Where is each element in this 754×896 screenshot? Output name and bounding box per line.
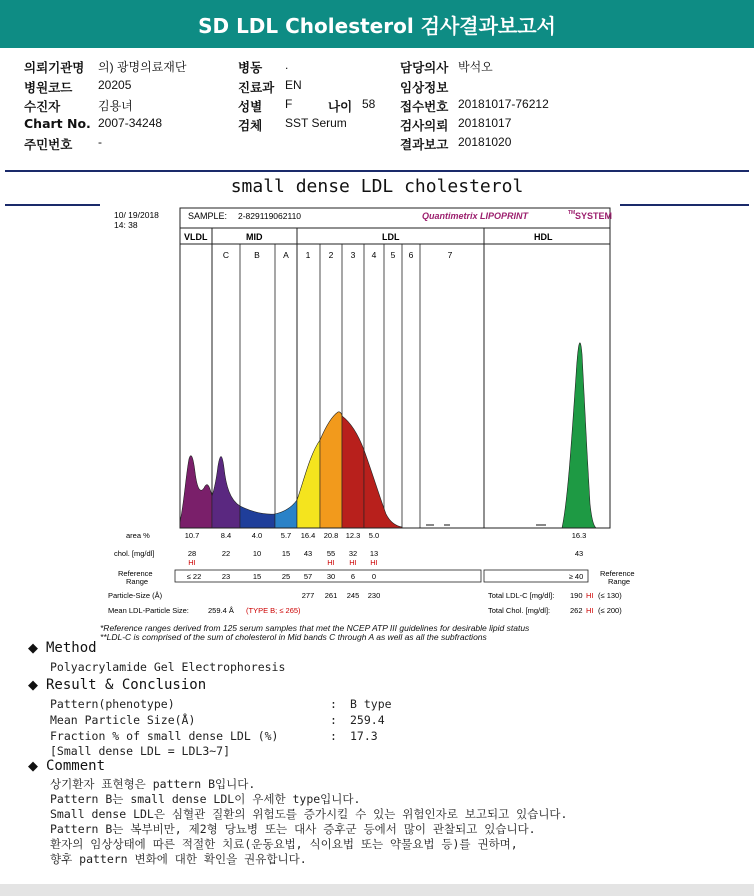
result-heading: ◆ Result & Conclusion [28, 677, 207, 693]
panel-date: 10/ 19/2018 [114, 210, 159, 220]
group-mid: MID [246, 232, 263, 242]
result-value: B type [350, 697, 392, 711]
lipoprint-figure [100, 204, 635, 624]
footer-bar [0, 884, 754, 896]
band-label: 1 [305, 250, 311, 260]
reference-note: **LDL-C is comprised of the sum of cholesterol in Mid bands C through A as well as all the subfractions [100, 632, 487, 642]
reference-note: *Reference ranges derived from 125 serum samples that met the NCEP ATP III guidelines for desirable lipid status [100, 623, 530, 633]
info-label: 결과보고 [400, 137, 449, 152]
info-value: 20181017 [458, 116, 512, 130]
comment-line: Pattern B는 복부비만, 제2형 당뇨병 또는 대사 증후군 등에서 많이 관찰되고 있습니다. [50, 822, 536, 836]
hi-flag: HI [370, 558, 378, 567]
group-vldl: VLDL [184, 232, 208, 242]
size-row-label: Particle-Size (Å) [108, 591, 163, 600]
total-chol-ref: (≤ 200) [598, 606, 622, 615]
divider [5, 170, 749, 172]
mean-size-label: Mean LDL-Particle Size: [108, 606, 189, 615]
total-ldl-label: Total LDL-C [mg/dl]: [488, 591, 555, 600]
band-label: 4 [371, 250, 377, 260]
lipoprint-panel [100, 204, 635, 624]
area-value: 16.3 [571, 531, 587, 540]
total-chol-flag: HI [586, 606, 594, 615]
band-label: 5 [390, 250, 396, 260]
info-value: - [98, 135, 102, 149]
chol-value: 13 [369, 549, 379, 558]
info-row: 수진자 [24, 99, 61, 114]
result-note: [Small dense LDL = LDL3~7] [50, 744, 231, 758]
total-chol-label: Total Chol. [mg/dl]: [488, 606, 551, 615]
mean-size-type: (TYPE B; ≤ 265) [246, 606, 301, 615]
hi-flag: HI [327, 558, 335, 567]
diamond-bullet-icon: ◆ [28, 759, 38, 774]
particle-size: 230 [367, 591, 381, 600]
chol-value: 43 [303, 549, 313, 558]
band-label: 6 [408, 250, 414, 260]
chol-row-label: chol. [mg/dl] [114, 549, 155, 558]
result-label: Mean Particle Size(Å) [50, 713, 196, 727]
comment-line: 상기환자 표현형은 pattern B입니다. [50, 777, 256, 791]
info-label: 성별 [238, 99, 263, 114]
comment-line: Small dense LDL은 심혈관 질환의 위험도를 증가시킬 수 있는 위험인자로 보고되고 있습니다. [50, 807, 568, 821]
reference-value: 6 [350, 572, 356, 581]
sample-id: 2-829119062110 [238, 211, 302, 221]
band-label: A [283, 250, 289, 260]
report-title: SD LDL Cholesterol 검사결과보고서 [198, 14, 556, 38]
result-value: 259.4 [350, 713, 385, 727]
section-title: small dense LDL cholesterol [230, 176, 524, 197]
particle-size: 261 [324, 591, 338, 600]
chol-value: 28 [187, 549, 197, 558]
brand-system: SYSTEM [575, 211, 613, 221]
info-value: 20181020 [458, 135, 512, 149]
info-value: SST Serum [285, 116, 347, 130]
hi-flag: HI [188, 558, 196, 567]
band-label: C [222, 250, 230, 260]
ref-row-label-right: Range [608, 577, 631, 586]
comment-line: 향후 pattern 변화에 대한 확인을 권유합니다. [50, 852, 307, 866]
area-value: 4.0 [251, 531, 263, 540]
result-colon: : [330, 713, 337, 727]
result-label: Fraction % of small dense LDL (%) [50, 729, 279, 743]
info-value: 의) 광명의료재단 [98, 60, 187, 74]
info-value: 20205 [98, 78, 132, 92]
chol-value: 43 [574, 549, 584, 558]
info-value: 박석오 [458, 60, 493, 74]
particle-size: 277 [301, 591, 315, 600]
info-value: EN [285, 78, 302, 92]
info-label: 검체 [238, 118, 263, 133]
result-label: Pattern(phenotype) [50, 697, 175, 711]
method-heading: ◆ Method [28, 640, 97, 656]
comment-heading: ◆ Comment [28, 758, 106, 774]
comment-line: 환자의 임상상태에 따른 적절한 치료(운동요법, 식이요법 또는 약물요법 등)를 권하며, [50, 837, 518, 851]
report-header [0, 0, 754, 48]
info-label: 담당의사 [400, 60, 449, 75]
diamond-bullet-icon: ◆ [28, 641, 38, 656]
reference-value: 0 [371, 572, 377, 581]
total-chol-value: 262 [570, 606, 583, 615]
info-row: 주민번호 [24, 137, 73, 152]
info-label: 병동 [238, 60, 263, 75]
reference-value: 23 [221, 572, 231, 581]
comment-line: Pattern B는 small dense LDL이 우세한 type입니다. [50, 792, 361, 806]
area-row-label: area % [126, 531, 150, 540]
info-label: 접수번호 [400, 99, 449, 114]
area-value: 5.0 [368, 531, 380, 540]
reference-value: 30 [326, 572, 336, 581]
reference-value: ≥ 40 [568, 572, 584, 581]
reference-value: 25 [281, 572, 291, 581]
total-ldl-value: 190 [570, 591, 583, 600]
chol-value: 55 [326, 549, 336, 558]
reference-value: 57 [303, 572, 313, 581]
info-row: Chart No. [24, 116, 91, 131]
area-value: 20.8 [323, 531, 339, 540]
group-ldl: LDL [382, 232, 400, 242]
area-value: 16.4 [300, 531, 316, 540]
band-label: 3 [350, 250, 356, 260]
area-value: 5.7 [280, 531, 292, 540]
area-value: 10.7 [184, 531, 200, 540]
brand-name: Quantimetrix LIPOPRINT [422, 211, 529, 221]
chol-value: 10 [252, 549, 262, 558]
chol-value: 15 [281, 549, 291, 558]
area-value: 8.4 [220, 531, 232, 540]
info-label: 진료과 [238, 80, 275, 95]
info-value: 김용녀 [98, 99, 133, 113]
diamond-bullet-icon: ◆ [28, 678, 38, 693]
group-hdl: HDL [534, 232, 553, 242]
result-value: 17.3 [350, 729, 378, 743]
reference-value: ≤ 22 [186, 572, 202, 581]
info-label: 검사의뢰 [400, 118, 449, 133]
info-value: 20181017-76212 [458, 97, 549, 111]
info-value: 58 [362, 97, 376, 111]
panel-time: 14: 38 [114, 220, 138, 230]
info-row: 병원코드 [24, 80, 73, 95]
info-label: 임상정보 [400, 80, 449, 95]
chol-value: 32 [348, 549, 358, 558]
chol-value: 22 [221, 549, 231, 558]
total-ldl-ref: (≤ 130) [598, 591, 622, 600]
info-value: . [285, 58, 289, 72]
info-row: 의뢰기관명 [24, 60, 85, 75]
result-colon: : [330, 729, 337, 743]
hi-flag: HI [349, 558, 357, 567]
ref-row-label: Range [126, 577, 149, 586]
band-label: B [254, 250, 260, 260]
info-value: F [285, 97, 293, 111]
ref-row-label-right: Reference [600, 569, 635, 578]
sample-label: SAMPLE: [188, 211, 228, 221]
reference-value: 15 [252, 572, 262, 581]
method-text: Polyacrylamide Gel Electrophoresis [50, 660, 286, 674]
band-label: 2 [328, 250, 334, 260]
info-label: 나이 [328, 99, 353, 114]
particle-size: 245 [346, 591, 360, 600]
brand-tm: TM [568, 210, 576, 216]
mean-size-value: 259.4 Å [208, 606, 234, 615]
area-value: 12.3 [345, 531, 361, 540]
ref-row-label: Reference [118, 569, 153, 578]
total-ldl-flag: HI [586, 591, 594, 600]
info-value: 2007-34248 [98, 116, 163, 130]
result-colon: : [330, 697, 337, 711]
band-label: 7 [447, 250, 453, 260]
